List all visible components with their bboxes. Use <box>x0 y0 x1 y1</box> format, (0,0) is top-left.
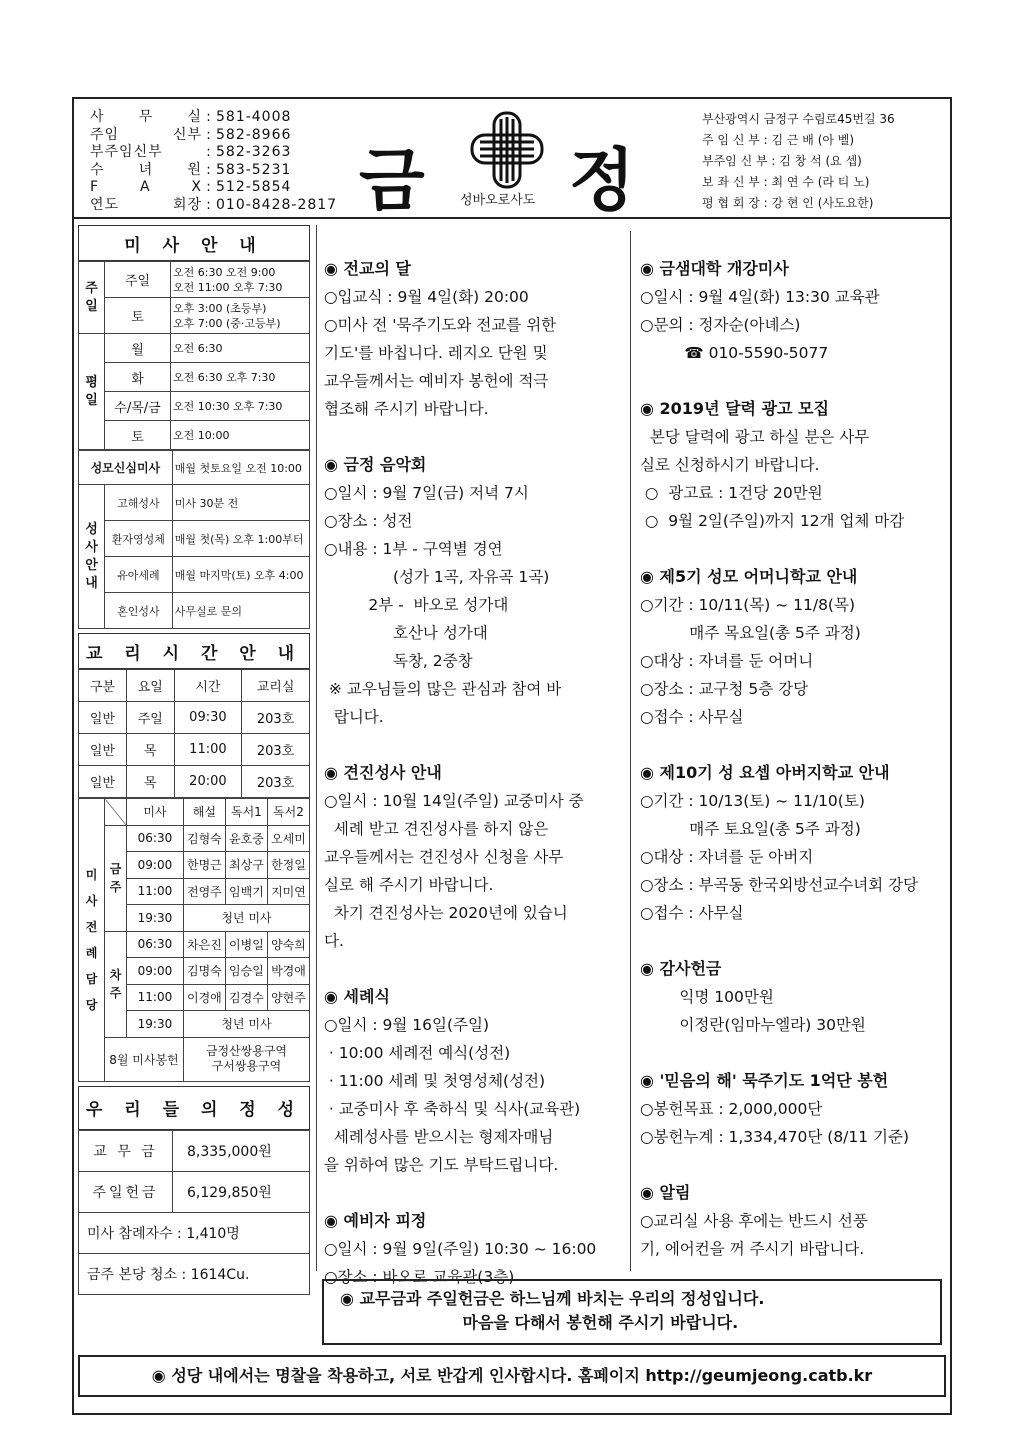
contact-list <box>90 109 337 214</box>
duty-cell: 한명근 <box>183 852 225 879</box>
text-line <box>324 423 596 451</box>
text-line: 기, 에어컨을 꺼 주시기 바랍니다. <box>640 1240 865 1258</box>
clergy-line: 보 좌 신 부 : 최 연 수 (라 티 노) <box>702 175 870 189</box>
offering-value: 6,129,850원 <box>173 1171 310 1212</box>
contact-row <box>90 197 337 215</box>
contact-row <box>90 162 337 180</box>
catechism-cell: 일반 <box>79 702 127 734</box>
section-heading: ◉ 예비자 피정 <box>324 1211 427 1230</box>
duty-cell: 임백기 <box>225 878 267 905</box>
catechism-cell: 203호 <box>242 766 310 798</box>
text-line: ○장소 : 성전 <box>324 512 413 530</box>
section-heading: ◉ 견진성사 안내 <box>324 763 442 782</box>
duty-cell: 이경애 <box>183 984 225 1011</box>
holy-hour-time: 매월 첫토요일 오전 10:00 <box>172 451 309 485</box>
divider <box>316 225 317 1271</box>
text-line: 본당 달력에 광고 하실 분은 사무 <box>640 428 870 446</box>
duty-header: 해설 <box>183 799 225 826</box>
text-line: 세례 받고 견진성사를 하지 않은 <box>324 820 549 838</box>
duty-cell: 김형숙 <box>183 825 225 852</box>
text-line: 이정란(임마누엘라) 30만원 <box>640 1016 866 1034</box>
contact-label: 수 녀 원 <box>90 161 202 178</box>
right-column <box>640 255 918 1263</box>
sacrament-time: 미사 30분 전 <box>172 485 309 521</box>
monthly-offering-value: 금정산쌍용구역 구서쌍용구역 <box>183 1037 309 1081</box>
catechism-header: 구분 <box>79 670 127 702</box>
text-line: ○교리실 사용 후에는 반드시 선풍 <box>640 1212 868 1230</box>
duty-cell: 한정일 <box>267 852 309 879</box>
duty-cell: 박경애 <box>267 958 309 985</box>
footer-notice: ◉ 성당 내에서는 명찰을 착용하고, 서로 반갑게 인사합시다. 홈페이지 http://geumjeong.catb.kr <box>78 1355 946 1397</box>
contact-label: 사 무 실 <box>90 109 202 125</box>
duty-cell: 오세미 <box>267 825 309 852</box>
text-line <box>640 1151 918 1179</box>
contact-row <box>90 109 337 127</box>
holy-hour-label: 성모신심미사 <box>79 451 173 485</box>
catechism-header: 요일 <box>126 670 174 702</box>
liturgy-duty-table <box>78 798 310 1082</box>
text-line: 을 위하여 많은 기도 부탁드립니다. <box>324 1156 559 1174</box>
header <box>74 99 950 219</box>
mass-day: 주일 <box>105 262 171 298</box>
clergy-line: 부주임 신 부 : 김 창 석 (요 셉) <box>702 154 862 168</box>
duty-header: 독서1 <box>225 799 267 826</box>
contact-row <box>90 127 337 145</box>
text-line: 익명 100만원 <box>640 988 774 1006</box>
text-line: ○입교식 : 9월 4일(화) 20:00 <box>324 288 529 306</box>
text-line: ○일시 : 9월 9일(주일) 10:30 ~ 16:00 <box>324 1240 597 1258</box>
duty-cell: 06:30 <box>127 931 184 958</box>
offering-cleaning: 금주 본당 청소 : 1614Cu. <box>79 1253 310 1294</box>
contact-number: 583-5231 <box>216 161 292 178</box>
contact-label: 주임 신부 <box>90 126 202 143</box>
text-line: 독창, 2중창 <box>324 652 473 670</box>
mass-time: 오전 6:30 오전 9:00 오전 11:00 오후 7:30 <box>171 262 310 298</box>
address: 부산광역시 금정구 수림로45번길 36 <box>702 112 895 126</box>
catechism-cell: 11:00 <box>174 734 241 766</box>
contact-number: 582-3263 <box>216 144 292 160</box>
contact-number: 010-8428-2817 <box>216 196 338 213</box>
duty-cell: 최상구 <box>225 852 267 879</box>
duty-cell: 양숙희 <box>267 931 309 958</box>
catechism-cell: 일반 <box>79 766 127 798</box>
mass-schedule-title: 미 사 안 내 <box>78 225 310 261</box>
text-line: (성가 1곡, 자유곡 1곡) <box>324 568 550 586</box>
offering-label: 주일헌금 <box>79 1171 173 1212</box>
mass-time: 오전 6:30 오후 7:30 <box>171 363 310 392</box>
colon: : <box>206 144 212 160</box>
middle-column <box>324 255 596 1291</box>
colon: : <box>206 126 212 143</box>
text-line <box>640 927 918 955</box>
text-line: ○문의 : 정자순(아녜스) <box>640 316 801 334</box>
clergy-info <box>702 109 895 214</box>
duty-cell: 양현주 <box>267 984 309 1011</box>
text-line: ○미사 전 '묵주기도와 전교를 위한 <box>324 316 557 334</box>
offering-table <box>78 1130 310 1295</box>
text-line: · 11:00 세례 및 첫영성체(성전) <box>324 1072 546 1090</box>
text-line: 협조해 주시기 바랍니다. <box>324 400 489 418</box>
text-line <box>640 535 918 563</box>
text-line: ○장소 : 부곡동 한국외방선교수녀회 강당 <box>640 876 919 894</box>
contact-label: F A X <box>90 179 202 195</box>
text-line <box>324 731 596 759</box>
liturgy-duty-label: 미 사 전 례 담 당 <box>79 799 105 1082</box>
sacrament-time: 매월 마지막(토) 오후 4:00 <box>172 557 309 593</box>
offering-label: 교 무 금 <box>79 1130 173 1171</box>
offering-value: 8,335,000원 <box>173 1130 310 1171</box>
catechism-cell: 203호 <box>242 702 310 734</box>
catechism-cell: 일반 <box>79 734 127 766</box>
duty-cell: 11:00 <box>127 984 184 1011</box>
parish-name: 성바오로사도 <box>460 193 536 208</box>
colon: : <box>206 161 212 178</box>
colon: : <box>206 109 212 125</box>
left-sidebar <box>78 225 310 1401</box>
sacrament-label: 성 사 안 내 <box>79 485 105 629</box>
sunday-label: 주 일 <box>79 262 105 334</box>
section-heading: ◉ 세례식 <box>324 987 390 1006</box>
duty-cell: 09:00 <box>127 852 184 879</box>
duty-cell: 임승일 <box>225 958 267 985</box>
duty-cell: 김경수 <box>225 984 267 1011</box>
mass-time: 오후 3:00 (초등부) 오후 7:00 (중·고등부) <box>171 298 310 334</box>
text-line: ☎ 010-5590-5077 <box>640 344 829 362</box>
sacrament-name: 환자영성체 <box>105 521 173 557</box>
text-line: 교우들께서는 견진성사 신청을 사무 <box>324 848 564 866</box>
text-line: 세례성사를 받으시는 형제자매님 <box>324 1128 554 1146</box>
text-line: ○장소 : 바오로 교육관(3층) <box>324 1268 515 1286</box>
clergy-line: 주 임 신 부 : 김 근 배 (아 벨) <box>702 133 855 147</box>
mass-day: 토 <box>105 421 171 450</box>
text-line: 기도'를 바칩니다. 레지오 단원 및 <box>324 344 548 362</box>
duty-cell: 이병일 <box>225 931 267 958</box>
catechism-header: 교리실 <box>242 670 310 702</box>
text-line <box>640 731 918 759</box>
catechism-table <box>78 669 310 798</box>
text-line: 다. <box>324 932 344 950</box>
text-line <box>324 955 596 983</box>
catechism-cell: 목 <box>126 734 174 766</box>
section-heading: ◉ 감사헌금 <box>640 959 722 978</box>
text-line: ○일시 : 9월 7일(금) 저녁 7시 <box>324 484 529 502</box>
section-heading: ◉ 알림 <box>640 1183 691 1202</box>
text-line: ○ 9월 2일(주일)까지 12개 업체 마감 <box>640 512 905 530</box>
sacrament-table <box>78 450 310 629</box>
sacrament-name: 유아세례 <box>105 557 173 593</box>
sacrament-time: 매월 첫(목) 오후 1:00부터 <box>172 521 309 557</box>
section-heading: ◉ 제5기 성모 어머니학교 안내 <box>640 567 858 586</box>
text-line: · 10:00 세례전 예식(성전) <box>324 1044 511 1062</box>
text-line <box>640 367 918 395</box>
mass-time: 오전 6:30 <box>171 334 310 363</box>
contact-number: 582-8966 <box>216 126 292 143</box>
duty-cell: 전영주 <box>183 878 225 905</box>
duty-cell: 차은진 <box>183 931 225 958</box>
mass-time: 오전 10:30 오후 7:30 <box>171 392 310 421</box>
text-line: 랍니다. <box>324 708 384 726</box>
section-heading: ◉ 전교의 달 <box>324 259 411 278</box>
sacrament-time: 사무실로 문의 <box>172 593 309 629</box>
duty-cell: 김명숙 <box>183 958 225 985</box>
text-line <box>640 1039 918 1067</box>
contact-number: 512-5854 <box>216 179 292 195</box>
text-line: ○봉헌누계 : 1,334,470단 (8/11 기준) <box>640 1128 910 1146</box>
catechism-cell: 09:30 <box>174 702 241 734</box>
text-line <box>324 1179 596 1207</box>
diagonal-cell <box>105 799 127 826</box>
divider <box>630 231 631 1271</box>
text-line: 매주 토요일(총 5주 과정) <box>640 820 861 838</box>
text-line: ○일시 : 10월 14일(주일) 교중미사 중 <box>324 792 584 810</box>
weekday-label: 평 일 <box>79 334 105 450</box>
text-line: 호산나 성가대 <box>324 624 488 642</box>
mass-day: 화 <box>105 363 171 392</box>
catechism-cell: 20:00 <box>174 766 241 798</box>
contact-label: 연도 회장 <box>90 196 202 213</box>
duty-header: 미사 <box>127 799 184 826</box>
colon: : <box>206 196 212 213</box>
text-line: ※ 교우님들의 많은 관심과 참여 바 <box>324 680 562 698</box>
section-heading: ◉ 2019년 달력 광고 모집 <box>640 399 829 418</box>
catechism-cell: 목 <box>126 766 174 798</box>
offering-attendance: 미사 참례자수 : 1,410명 <box>79 1212 310 1253</box>
text-line: 교우들께서는 예비자 봉헌에 적극 <box>324 372 549 390</box>
sacrament-name: 혼인성사 <box>105 593 173 629</box>
mass-day: 수/목/금 <box>105 392 171 421</box>
text-line: ○접수 : 사무실 <box>640 904 744 922</box>
mass-day: 월 <box>105 334 171 363</box>
bulletin-page <box>72 97 952 1415</box>
colon: : <box>206 179 212 195</box>
text-line: 2부 - 바오로 성가대 <box>324 596 509 614</box>
duty-cell: 청년 미사 <box>183 905 309 932</box>
text-line: 매주 목요일(총 5주 과정) <box>640 624 861 642</box>
catechism-cell: 203호 <box>242 734 310 766</box>
contact-label: 부주임신부 <box>90 144 163 160</box>
text-line: ○봉헌목표 : 2,000,000단 <box>640 1100 823 1118</box>
text-line: · 교중미사 후 축하식 및 식사(교육관) <box>324 1100 581 1118</box>
cross-logo-icon <box>470 111 544 189</box>
contact-number: 581-4008 <box>216 109 292 125</box>
clergy-line: 평 협 회 장 : 강 현 인 (사도요한) <box>702 196 874 210</box>
duty-cell: 지미연 <box>267 878 309 905</box>
monthly-offering-label: 8월 미사봉헌 <box>105 1037 184 1081</box>
sacrament-name: 고해성사 <box>105 485 173 521</box>
duty-header: 독서2 <box>267 799 309 826</box>
catechism-header: 시간 <box>174 670 241 702</box>
notice-line: ◉ 교무금과 주일헌금은 하느님께 바치는 우리의 정성입니다. <box>340 1289 765 1308</box>
duty-cell: 09:00 <box>127 958 184 985</box>
catechism-cell: 주일 <box>126 702 174 734</box>
text-line: ○대상 : 자녀를 둔 어머니 <box>640 652 814 670</box>
text-line: ○기간 : 10/11(목) ~ 11/8(목) <box>640 596 855 614</box>
offering-notice-box <box>322 1279 942 1345</box>
mass-day: 토 <box>105 298 171 334</box>
title-right: 정 <box>569 141 635 221</box>
section-heading: ◉ 금정 음악회 <box>324 455 427 474</box>
duty-cell: 윤호중 <box>225 825 267 852</box>
text-line: 실로 해 주시기 바랍니다. <box>324 876 494 894</box>
duty-cell: 19:30 <box>127 1011 184 1038</box>
text-line: ○ 광고료 : 1건당 20만원 <box>640 484 823 502</box>
notice-line: 마음을 다해서 봉헌해 주시기 바랍니다. <box>340 1313 739 1332</box>
this-week-label: 금 주 <box>105 825 127 931</box>
text-line: ○접수 : 사무실 <box>640 708 744 726</box>
duty-cell: 11:00 <box>127 878 184 905</box>
text-line: 차기 견진성사는 2020년에 있습니 <box>324 904 568 922</box>
mass-schedule-table <box>78 261 310 450</box>
contact-row <box>90 144 337 162</box>
offering-title: 우 리 들 의 정 성 <box>78 1086 310 1130</box>
next-week-label: 차 주 <box>105 931 127 1037</box>
text-line: ○일시 : 9월 16일(주일) <box>324 1016 490 1034</box>
text-line: ○일시 : 9월 4일(화) 13:30 교육관 <box>640 288 880 306</box>
contact-row <box>90 179 337 197</box>
text-line: ○기간 : 10/13(토) ~ 11/10(토) <box>640 792 865 810</box>
text-line: ○내용 : 1부 - 구역별 경연 <box>324 540 503 558</box>
duty-cell: 청년 미사 <box>183 1011 309 1038</box>
section-heading: ◉ 금샘대학 개강미사 <box>640 259 789 278</box>
text-line: 실로 신청하시기 바랍니다. <box>640 456 820 474</box>
catechism-title: 교 리 시 간 안 내 <box>78 633 310 669</box>
section-heading: ◉ '믿음의 해' 묵주기도 1억단 봉헌 <box>640 1071 889 1090</box>
duty-cell: 06:30 <box>127 825 184 852</box>
text-line: ○장소 : 교구청 5층 강당 <box>640 680 809 698</box>
title-left: 금 <box>359 141 425 221</box>
section-heading: ◉ 제10기 성 요셉 아버지학교 안내 <box>640 763 890 782</box>
mass-time: 오전 10:00 <box>171 421 310 450</box>
text-line: ○대상 : 자녀를 둔 아버지 <box>640 848 814 866</box>
duty-cell: 19:30 <box>127 905 184 932</box>
